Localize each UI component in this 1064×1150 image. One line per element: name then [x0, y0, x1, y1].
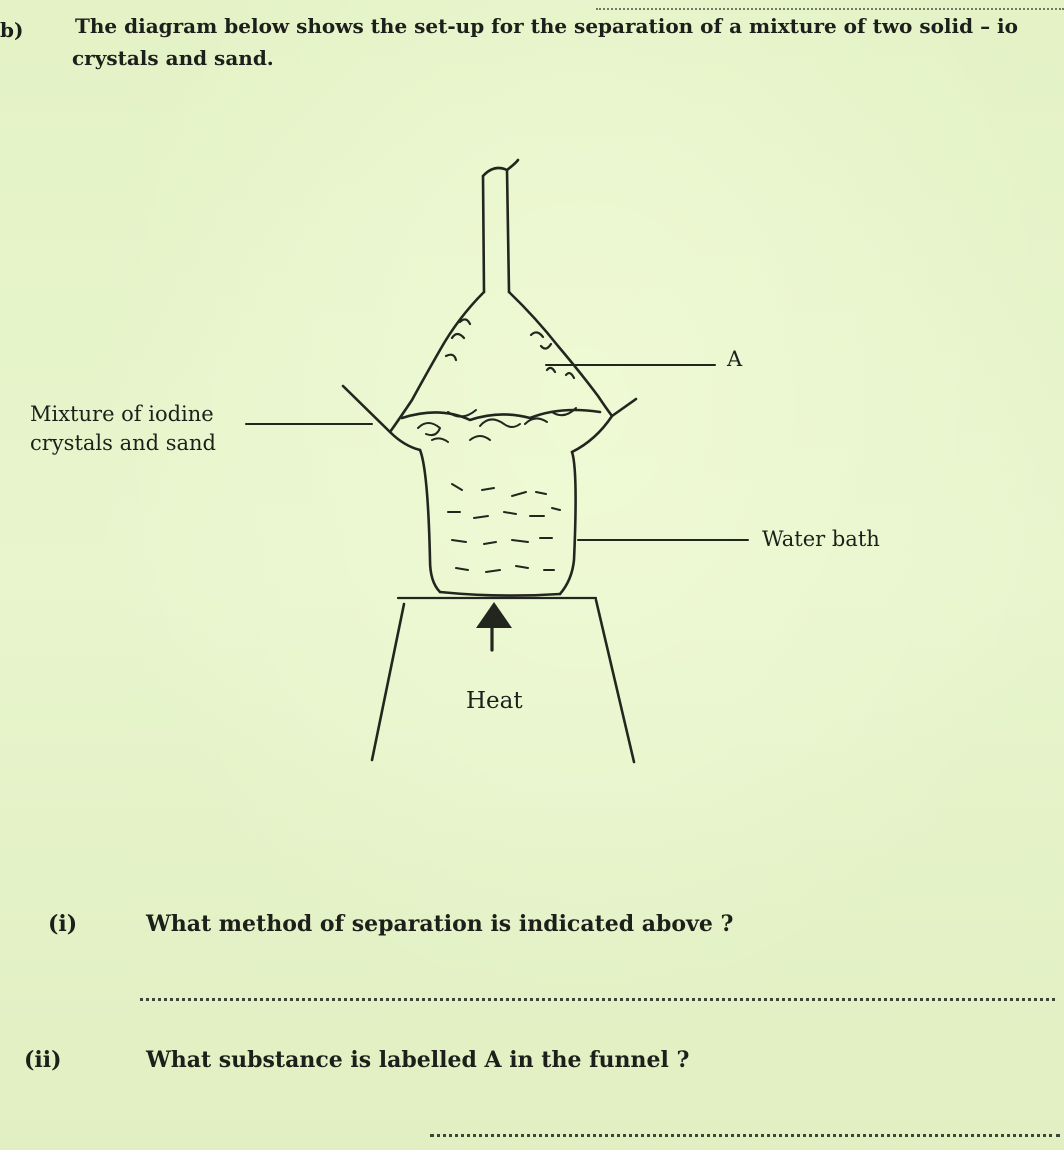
tripod-right-leg — [596, 600, 634, 762]
answer-line[interactable] — [430, 1134, 1060, 1137]
label-heat: Heat — [466, 688, 523, 714]
funnel-rim-right — [612, 399, 636, 416]
iodine-deposit — [446, 319, 574, 378]
question-label: b) — [0, 18, 24, 42]
heat-arrow — [476, 602, 512, 650]
sub-question-number: (i) — [48, 911, 78, 937]
funnel-rim-left — [343, 386, 390, 432]
funnel-stem-top — [483, 160, 518, 176]
funnel-stem — [483, 176, 484, 292]
answer-line[interactable] — [140, 998, 1055, 1001]
label-mixture-line-1: Mixture of iodine — [30, 402, 214, 426]
sub-question-text: What substance is labelled A in the funnel ? — [146, 1047, 690, 1073]
tripod-left-leg — [372, 604, 404, 760]
label-mixture-line-2: crystals and sand — [30, 431, 216, 456]
label-water-bath: Water bath — [762, 527, 880, 551]
sub-question-number: (ii) — [24, 1047, 62, 1073]
basin-bottom — [440, 592, 560, 596]
water-surface-dashes — [448, 484, 560, 572]
funnel-cone-right — [509, 292, 612, 452]
basin-right-wall — [560, 452, 576, 594]
sub-question-text: What method of separation is indicated above ? — [146, 911, 734, 937]
funnel-stem — [507, 170, 509, 292]
label-a: A — [727, 347, 743, 371]
question-intro-line-2: crystals and sand. — [72, 46, 274, 70]
question-intro-line-1: The diagram below shows the set-up for the separation of a mixture of two solid – io — [75, 14, 1018, 38]
basin-left-wall — [420, 450, 440, 592]
label-mixture — [30, 400, 216, 459]
